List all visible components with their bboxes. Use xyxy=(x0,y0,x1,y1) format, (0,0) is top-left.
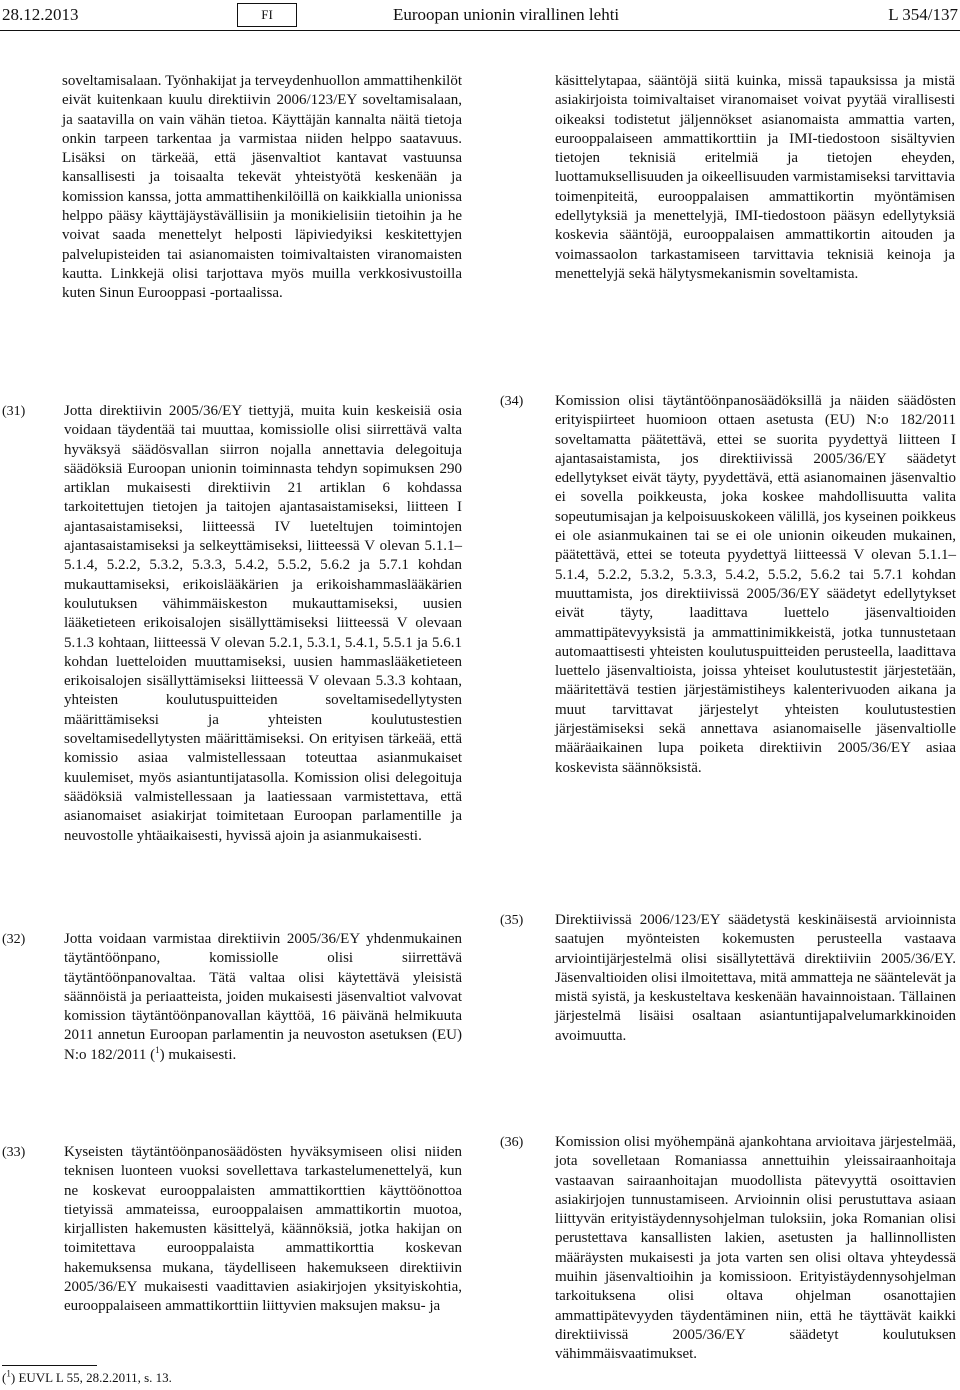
recital-text: Jotta direktiivin 2005/36/EY tiettyjä, muita kuin keskeisiä osia voidaan täydentää tai muuttaa, komissiolle olisi siirrettävä valta hyväksyä säädösvallan siirron nojalla annettavia delegoituja säädöksiä Euroopan unionin toiminnasta tehdyn sopimuksen 290 artiklan mukaisesti direktiivin 21 artiklan 6 kohdassa tarkoitettujen tietojen ja taitojen ajantasaistamiseksi, liitteen I ajantasaistamiseksi, liitteessä IV lueteltujen toimintojen ajantasaistamiseksi ja selkeyttämiseksi, liitteessä V olevan 5.1.1–5.1.4, 5.2.2, 5.3.2, 5.3.3, 5.4.2, 5.5.2, 5.6.2 ja 5.7.1 kohdan mukauttamiseksi, erikoislääkärien ja erikoishammaslääkärien koulutuksen vähimmäiskeston mukauttamiseksi, uusien lääketieteen erikoisalojen sisällyttämiseksi liitteessä V olevaan 5.1.3 kohtaan, liitteessä V olevan 5.2.1, 5.3.1, 5.4.1, 5.5.1 ja 5.6.1 kohdan luetteloiden muuttamiseksi, uusien hammaslääketieteen erikoisalojen sisällyttämiseksi liitteessä V olevaan 5.3.3 kohtaan, yhteisten koulutuspuitteiden soveltamisedellytysten määrittämiseksi ja yhteisten koulutustestien soveltamisedellytysten määrittämiseksi. On erityisen tärkeää, että komissio asiaa valmistellessaan toteuttaa asianmukaiset kuulemiset, myös asiantuntijatasolla. Komission olisi delegoituja säädöksiä valmistellessaan ja laatiessaan varmistettava, että asianomaiset asiakirjat toimitetaan Euroopan parlamentille ja neuvostolle yhtäaikaisesti, hyvissä ajoin ja asianmukaisesti. xyxy=(64,403,462,844)
footnote: ($^1$) EUVL L 55, 28.2.2011, s. 13. xyxy=(2,1368,172,1385)
recital-text: Direktiivissä 2006/123/EY säädetystä keskinäisestä arvioinnista saatujen myönteisten kokemusten perusteella vastaava arviointijärjestelmä olisi sisällytettävä direktiiviin 2005/36/EY. Jäsenvaltioiden olisi ilmoitettava, mitä ammatteja ne sääntelevät ja mistä syistä, ja keskusteltava keskenään havainnoistaan. Tällainen järjestelmä lisäisi osaltaan asiantuntijapalvelumarkkinoiden avoimuutta. xyxy=(555,912,956,1044)
journal-title: Euroopan unionin virallinen lehti xyxy=(393,5,620,24)
recital-number: (31) xyxy=(2,404,26,419)
recital-text-part: Jotta voidaan varmistaa direktiivin 2005/36/EY yhdenmukainen täytäntöönpano, komissiolle olisi siirrettävä täytäntöönpanovaltaa. Tätä valtaa olisi käytettävä yleisistä säännöistä ja periaatteista, joiden mukaisesti jäsenvaltiot valvovat komission täytäntöönpanovallan käyttöä, 16 päivänä helmikuuta 2011 annetun Euroopan parlamentin ja neuvoston asetuksen (EU) N:o 182/2011 ( xyxy=(64,931,462,1063)
language-badge: FI xyxy=(237,3,297,27)
page-header xyxy=(0,0,960,30)
recital-text: Komission olisi myöhempänä ajankohtana arvioitava järjestelmää, jota sovelletaan Romaniassa annettuihin yleissairaanhoitaja vastaavan sairaanhoitajan muodollista pätevyyttä osoittavien asiakirjojen tunnustamiseen. Arvioinnin olisi perustuttava asiaan liittyvän erityistäydennysohjelman tuloksiin, joka Romanian olisi perustettava kansallisten lakien, asetusten ja hallinnollisten määräysten mukaisesti ja jota varten sen olisi oltava yhteydessä muihin jäsenvaltioihin ja komissioon. Erityistäydennysohjelman tarkoituksena olisi oltava ohjelman osanottajien ammattipätevyyden täydentäminen niin, että he täyttävät kaikki direktiivissä 2005/36/EY säädetyt koulutuksen vähimmäisvaatimukset. xyxy=(555,1134,956,1363)
recital-number: (32) xyxy=(2,932,26,947)
intro-right-paragraph: käsittelytapaa, sääntöjä siitä kuinka, missä tapauksissa ja mistä asiakirjoista toimivaltaiset viranomaiset voivat pyytää virallisesti oikeaksi todistetut jäljennökset asianomaista ammattia varten, eurooppalaiseen ammattikorttiin ja IMI-tiedostoon sisältyvien tietojen teknisiä eritelmiä ja tietojen eheyden, luottamuksellisuuden ja oikeellisuuden varmistamiseksi tarvittavia toimenpiteitä, eurooppalaisen ammattikortin myöntämisen edellytyksiä ja menettelyjä, IMI-tiedostoon pääsyn edellytyksiä koskevia sääntöjä, eurooppalaisen ammattikortin aitouden ja voimassaolon tarkastamiseen tarvittavia teknisiä keinoja ja menettelyjä sekä hälytysmekanismin soveltamista. xyxy=(555,73,955,282)
footnote-reference[interactable]: 1 xyxy=(155,1044,160,1055)
recital-number: (36) xyxy=(500,1135,524,1150)
recital-text: Komission olisi täytäntöönpanosäädöksillä ja näiden säädösten erityispiirteet huomioon ottaen asetusta (EU) N:o 182/2011 soveltamatta päätettävä, ettei se suorita pyydettyä liitteen I ajantasaistamista, jos direktiivissä 2005/36/EY säädetyt edellytykset eivät täyty, pyydettävä, että asianomainen jäsenvaltio ei sovella poikkeusta, joka koskee mahdollisuutta valita sopeutumisajan ja kelpoisuuskokeen välillä, jos kyseinen poikkeus ei ole asianmukainen tai se ei ole unionin oikeuden mukainen, päätettävä, ettei se toteuta pyydettyä liitteessä V olevan 5.1.1–5.1.4, 5.2.2, 5.3.2, 5.3.3, 5.4.2, 5.5.2, 5.6.2 tai 5.7.1 kohdan muuttamista, jos direktiivissä 2005/36/EY säädetyt edellytykset eivät täyty, laadittava luettelo jäsenvaltioiden ammattipätevyyksistä ja ammattinimikkeistä, jotka tunnustetaan automaattisesti yhteisten koulutuspuitteiden perusteella, laadittava luettelo jäsenvaltioista, joissa yhteiset koulutustestit järjestetään, määritettävä testien järjestämistiheys kalenterivuoden aikana ja muut tarvittavat järjestelyt yhteisten koulutustestien järjestämiseksi sekä annettava asianomaiselle jäsenvaltiolle määräaikainen lupa poiketa direktiivin 2005/36/EY asiaa koskevista säännöksistä. xyxy=(555,393,956,776)
footnote-marker: 1 xyxy=(6,1368,11,1379)
publication-date: 28.12.2013 xyxy=(2,5,79,24)
recital-text: Kyseisten täytäntöönpanosäädösten hyväksymiseen olisi niiden teknisen luonteen vuoksi sovellettava tarkastelumenettelyä, kun ne koskevat eurooppalaisten ammattikorttien käyttöönottoa tietyissä ammateissa, eurooppalaisen ammattikortin muotoa, kirjallisten hakemusten käsittelyä, käännöksiä, jotka hakijan on toimitettava eurooppalaista ammattikorttia koskevan hakemuksensa mukana, täydelliseen hakemukseen direktiivin 2005/36/EY mukaisesti vaadittavien asiakirjojen yksityiskohtia, eurooppalaiseen ammattikorttiin liittyvien maksujen maksu- ja xyxy=(64,1144,462,1315)
recital-number: (35) xyxy=(500,913,524,928)
footnote-rule xyxy=(2,1365,97,1366)
intro-left-paragraph: soveltamisalaan. Työnhakijat ja terveydenhuollon ammattihenkilöt eivät kuitenkaan kuulu direktiivin 2006/123/EY soveltamisalaan, ja saatavilla on vain vähän tietoa. Käyttäjän kannalta näitä tietoja onkin tarpeen tarkentaa ja varmistaa niiden helppo saatavuus. Lisäksi on tärkeää, että jäsenvaltiot kantavat vastuunsa kansallisesti ja toisaalta tekevät yhteistyötä keskenään ja komission kanssa, jotta ammattihenkilöillä on kaikkialla unionissa helppo pääsy käyttäjäystävällisiin ja monikielisiin tietoihin ja he voivat saada menettelyt helposti läpiviedyiksi keskitettyjen palvelupisteiden tai asianomaisten toimivaltaisten viranomaisten kautta. Linkkejä olisi tarjottava myös muilla verkkosivustoilla kuten Sinun Eurooppasi -portaalissa. xyxy=(62,73,462,302)
intro-right-column xyxy=(555,72,955,284)
page-reference: L 354/137 xyxy=(888,5,958,24)
recital-number: (34) xyxy=(500,394,524,409)
header-rule xyxy=(0,30,960,31)
recital-number: (33) xyxy=(2,1145,26,1160)
recital-text xyxy=(64,930,462,1065)
footnote-text: EUVL L 55, 28.2.2011, s. 13. xyxy=(18,1370,172,1385)
intro-left-column xyxy=(62,72,462,304)
recital-text-part: ) mukaisesti. xyxy=(159,1046,237,1063)
